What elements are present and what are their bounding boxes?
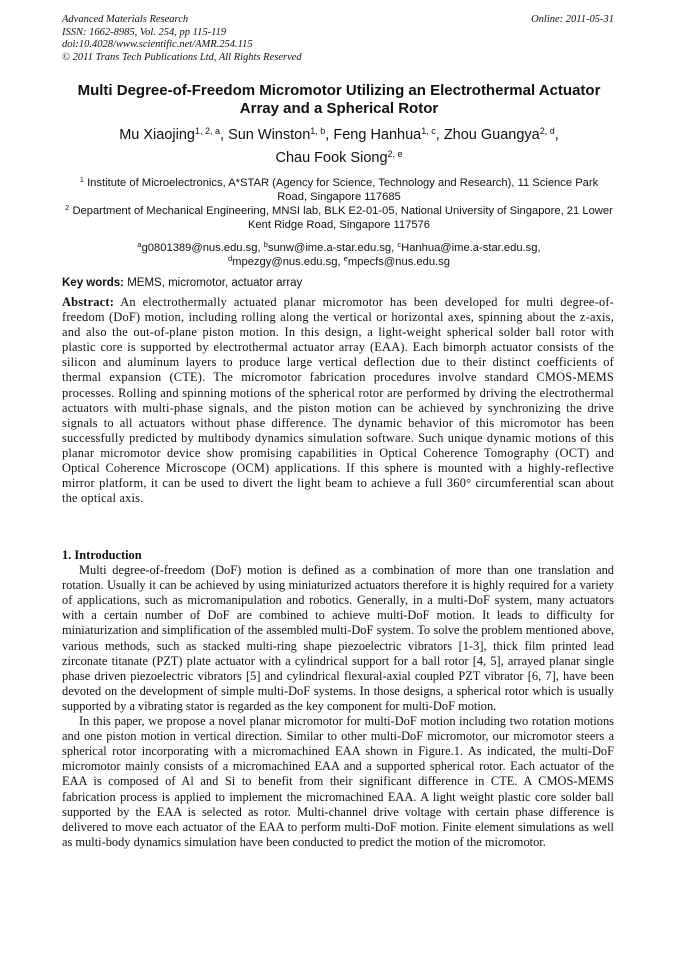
keywords-text: MEMS, micromotor, actuator array [127,277,303,289]
journal-name: Advanced Materials Research [62,14,189,25]
section-heading: 1. Introduction [62,548,142,562]
author-name: Feng Hanhua [333,127,422,143]
introduction-section [62,548,614,850]
abstract [62,295,614,506]
email-sup: b [263,240,268,249]
email-sup: a [137,240,142,249]
affiliation-sup: 2 [65,203,70,212]
online-date: Online: 2011-05-31 [531,14,614,25]
affiliation-sup: 1 [79,175,84,184]
author-affil-sup: 1, c [421,126,436,136]
email-sup: c [397,240,402,249]
author-sep: , [220,127,229,143]
email-sep: , [257,242,264,254]
author-affil-sup: 1, b [310,126,326,136]
email-link[interactable]: Hanhua@ime.a-star.edu.sg [401,242,538,254]
email-sup: e [343,254,348,263]
author-name: Mu Xiaojing [119,127,195,143]
abstract-label: Abstract: [62,295,115,309]
abstract-text: An electrothermally actuated planar micromotor has been developed for multi degree-of-freedom (DoF) motion, including rolling along the vertical or horizontal axes, spinning about the z-axis, and also the out-of-plane piston motion. In this design, a light-weight spherical solder ball rotor with plastic core is supported by electrothermal actuator array (EAA). Each bimorph actuator consists of the silicon and aluminum layers to produce large vertical deflection due to their distinct coefficients of thermal expansion (CTE). The micromotor fabrication procedures involve standard CMOS-MEMS processes. Rolling and spinning motions of the spherical rotor are performed by driving the electrothermal actuators with multi-phase signals, and the piston motion can be achieved by synchronizing the drive signals to all actuators without phase difference. The dynamic behavior of this micromotor has been successfully predicted by multibody dynamics simulation software. Such unique dynamic motions of this planar micromotor device show promising capabilities in Optical Coherence Tomography (OCT) and Optical Coherence Microscope (OCM) applications. If this sphere is mounted with a highly-reflective mirror platform, it can be used to divert the light beam to achieve a full 360° circumferential scan about the optical axis. [62,295,614,506]
email-sep: , [537,242,541,254]
email-link[interactable]: sunw@ime.a-star.edu.sg [267,242,392,254]
author-affil-sup: 1, 2, a [194,126,220,136]
keywords-label: Key words: [62,277,124,289]
author-sep: , [554,127,559,143]
author-affil-sup: 2, e [387,149,403,159]
author-list [60,124,618,170]
email-link[interactable]: mpezgy@nus.edu.sg [232,256,338,268]
email-sup: d [228,254,233,263]
issn-line: ISSN: 1662-8985, Vol. 254, pp 115-119 [62,26,227,38]
body-paragraph: Multi degree-of-freedom (DoF) motion is defined as a combination of more than one translation and rotation. Usually it can be achieved by using miniaturized actuators therefore it is highly required for a variety of applications, such as micromanipulation and robotics. Generally, in a multi-DoF system, many actuators with a certain number of DoF are combined to achieve multi-DoF motion. It leads to difficulty for miniaturization and simplification of the assembled multi-DoF system. To solve the problem mentioned above, various methods, such as stacked multi-ring shape piezoelectric vibrators [1-3], thick film printed lead zirconate titanate (PZT) plate actuator with a cylindrical support for a ball rotor [4, 5], arrayed planar single phase driven piezoelectric vibrators [5] and cylindrical flexural-axial coupled PZT vibrator [6, 7], have been devoted on the development of simple multi-DoF systems. In those designs, a spherical rotor which is usually supported by a vibrating stator is regarded as the key component for multi-DoF motion. [62,563,614,713]
author-name: Zhou Guangya [443,127,540,143]
author-sep: , [435,127,444,143]
author-name: Chau Fook Siong [275,150,388,166]
keywords [62,276,614,290]
email-sep: , [391,242,398,254]
body-paragraph: In this paper, we propose a novel planar micromotor for multi-DoF motion including two rotation motions and one piston motion in vertical direction. Similar to other multi-DoF micromotor, our micromotor steers a spherical rotor incorporating with a micromachined EAA shown in Figure.1. As indicated, the multi-DoF micromotor mainly consists of a micromachined EAA and a supported spherical rotor. Each actuator of the EAA is composed of Al and Si to benefit from their significant difference in CTE. A CMOS-MEMS fabrication process is applied to implement the micromachined EAA. A light weight plastic core solder ball supported by the EAA is selected as rotor. Multi-channel drive voltage with certain phase difference is delivered to move each actuator of the EAA to perform multi-DoF motion. Finite element simulations as well as multi-body dynamics simulation have been conducted to predict the motion of the micromotor. [62,714,614,849]
email-link[interactable]: g0801389@nus.edu.sg [141,242,258,254]
affiliation [64,204,614,232]
author-affil-sup: 2, d [539,126,555,136]
author-name: Sun Winston [228,127,311,143]
copyright-line: © 2011 Trans Tech Publications Ltd, All Rights Reserved [62,51,302,63]
journal-header [62,14,614,64]
author-sep: , [325,127,334,143]
doi-line: doi:10.4028/www.scientific.net/AMR.254.115 [62,39,253,50]
affiliation-text: Institute of Microelectronics, A*STAR (Agency for Science, Technology and Research), 11 Science Park Road, Singapore 117685 [87,177,599,203]
email-link[interactable]: mpecfs@nus.edu.sg [347,256,450,268]
email-sep: , [337,256,344,268]
affiliations [64,176,614,232]
affiliation [64,176,614,204]
affiliation-text: Department of Mechanical Engineering, MNSI lab, BLK E2-01-05, National University of Singapore, 21 Lower Kent Ridge Road, Singapore 117576 [72,205,613,231]
paper-title: Multi Degree-of-Freedom Micromotor Utilizing an Electrothermal Actuator Array and a Spherical Rotor [77,82,601,117]
email-list [64,241,614,269]
